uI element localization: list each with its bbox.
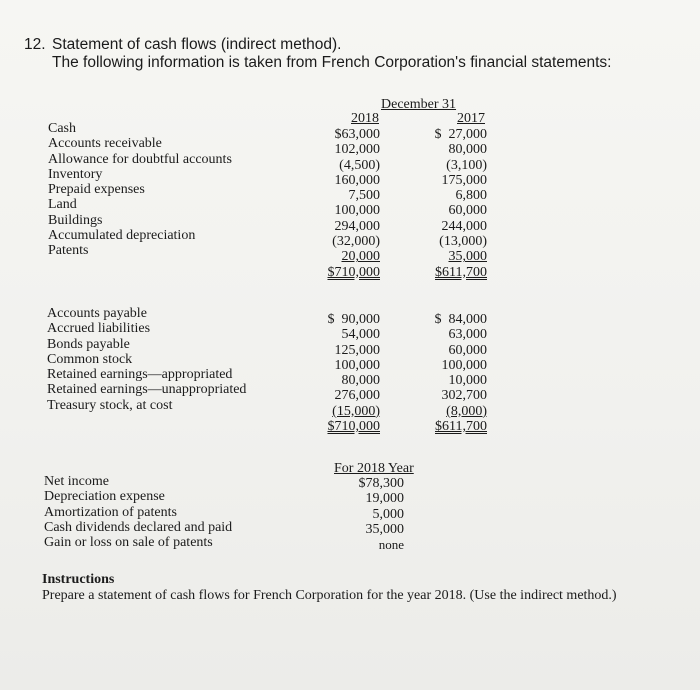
liability-2018-value: $ 90,000 — [327, 312, 380, 327]
year-info-value: 35,000 — [365, 521, 404, 537]
asset-2017-value: 6,800 — [455, 188, 487, 204]
asset-2018-value: 100,000 — [334, 203, 380, 219]
year-info-value: $78,300 — [358, 476, 404, 491]
balance-header: December 31 — [381, 97, 457, 112]
asset-2018-value: 102,000 — [334, 142, 380, 158]
liability-2017-value: 10,000 — [448, 373, 487, 389]
problem-number: 12. — [24, 36, 46, 53]
liability-2017-value: (8,000) — [446, 403, 487, 419]
year-info-label: Depreciation expense — [44, 489, 165, 505]
year-2018-header — [321, 111, 379, 127]
liability-2017-value: 302,700 — [441, 388, 487, 404]
liabilities-total-2017: $611,700 — [435, 419, 487, 435]
liability-2017-value: $ 84,000 — [434, 312, 487, 327]
assets-total-2017: $611,700 — [435, 264, 487, 280]
asset-label: Cash — [48, 121, 76, 136]
asset-2018-value: 160,000 — [334, 172, 380, 188]
asset-label: Prepaid expenses — [48, 182, 145, 198]
liability-2017-value: 63,000 — [448, 327, 487, 343]
liability-2017-value: 60,000 — [448, 342, 487, 358]
instructions-heading: Instructions — [42, 572, 115, 587]
year-info-label: Net income — [44, 474, 109, 489]
asset-2018-value: 294,000 — [334, 218, 380, 234]
liabilities-total-2018: $710,000 — [327, 419, 380, 435]
liability-label: Common stock — [47, 351, 133, 367]
liability-label: Accounts payable — [47, 306, 147, 321]
asset-2018-value: $63,000 — [334, 127, 380, 142]
liabilities-2018-column — [300, 312, 380, 434]
year-info-labels — [44, 474, 232, 550]
asset-2017-value: $ 27,000 — [434, 127, 487, 142]
asset-2018-value: (4,500) — [339, 157, 380, 173]
asset-label: Buildings — [48, 212, 103, 228]
problem-title: Statement of cash flows (indirect method). — [52, 36, 342, 53]
liability-2018-value: 54,000 — [341, 327, 380, 343]
liability-label: Bonds payable — [47, 336, 130, 352]
asset-labels — [48, 121, 232, 259]
liability-label: Treasury stock, at cost — [47, 397, 173, 413]
asset-label: Accumulated depreciation — [48, 228, 196, 244]
asset-label: Allowance for doubtful accounts — [48, 151, 232, 167]
asset-2018-value: (32,000) — [332, 234, 380, 250]
asset-label: Land — [48, 197, 77, 213]
asset-2017-value: 35,000 — [448, 249, 487, 265]
liability-label: Retained earnings—unappropriated — [47, 382, 247, 398]
year-info-label: Amortization of patents — [44, 504, 177, 520]
year-info-header: For 2018 Year — [334, 461, 414, 476]
asset-label: Accounts receivable — [48, 136, 162, 152]
year-info-values — [320, 476, 404, 552]
asset-label: Inventory — [48, 166, 103, 182]
liability-2017-value: 100,000 — [441, 357, 487, 373]
instructions-text: Prepare a statement of cash flows for French Corporation for the year 2018. (Use the indirect method.) — [42, 588, 617, 603]
liability-label: Accrued liabilities — [47, 321, 151, 337]
liabilities-2017-column — [405, 312, 487, 434]
assets-2017-column — [410, 127, 487, 280]
liability-2018-value: (15,000) — [332, 403, 380, 419]
asset-2017-value: 80,000 — [448, 142, 487, 158]
asset-2017-value: (3,100) — [446, 157, 487, 173]
asset-2017-value: 244,000 — [441, 218, 487, 234]
year-info-value: none — [378, 537, 404, 553]
asset-2017-value: 60,000 — [448, 203, 487, 219]
assets-total-2018: $710,000 — [327, 264, 380, 280]
asset-label: Patents — [48, 243, 89, 259]
problem-intro: The following information is taken from French Corporation's financial statements: — [52, 54, 612, 71]
year-2017-header — [425, 111, 485, 127]
liability-labels — [47, 306, 246, 413]
liability-label: Retained earnings—appropriated — [47, 367, 233, 383]
liability-2018-value: 80,000 — [341, 373, 380, 389]
asset-2018-value: 7,500 — [348, 188, 380, 204]
year-info-value: 19,000 — [365, 491, 404, 507]
asset-2017-value: (13,000) — [439, 234, 487, 250]
liability-2018-value: 276,000 — [334, 388, 380, 404]
year-2018-label: 2018 — [351, 111, 379, 126]
assets-2018-column — [308, 127, 380, 280]
liability-2018-value: 125,000 — [334, 342, 380, 358]
year-info-label: Gain or loss on sale of patents — [44, 535, 213, 551]
asset-2018-value: 20,000 — [341, 249, 380, 265]
liability-2018-value: 100,000 — [334, 357, 380, 373]
asset-2017-value: 175,000 — [441, 172, 487, 188]
year-2017-label: 2017 — [457, 111, 485, 126]
year-info-label: Cash dividends declared and paid — [44, 519, 233, 535]
year-info-value: 5,000 — [372, 506, 404, 522]
